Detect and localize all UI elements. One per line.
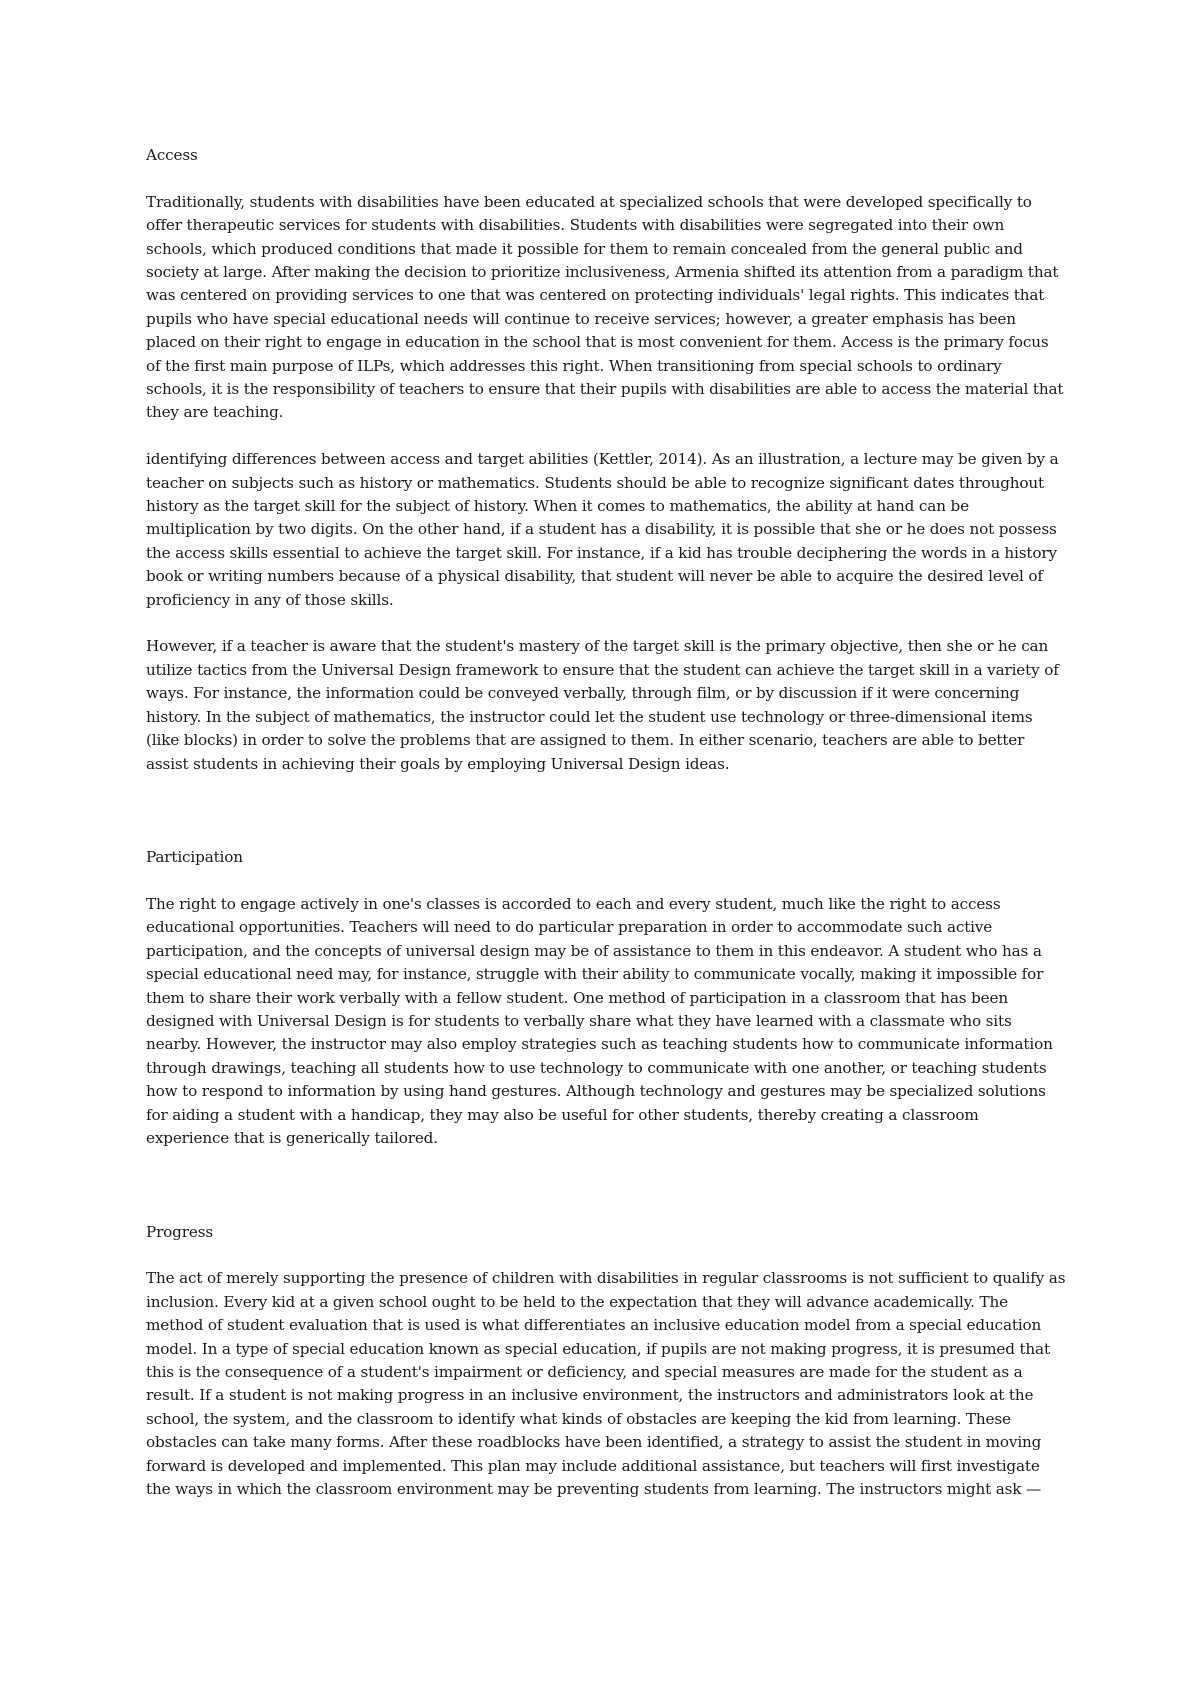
section-participation: [146, 846, 1066, 1150]
section-access: [146, 144, 1066, 776]
section-heading: Progress: [146, 1222, 213, 1241]
section-spacer: [146, 799, 1066, 846]
paragraph: However, if a teacher is aware that the student's mastery of the target skill is the primary objective, then she or he can utilize tactics from the Universal Design framework to ensure that the student can achieve the target skill in a variety of ways. For instance, the information could be conveyed verbally, through film, or by discussion if it were concerning history. In the subject of mathematics, the instructor could let the student use technology or three-dimensional items (like blocks) in order to solve the problems that are assigned to them. In either scenario, teachers are able to better assist students in achieving their goals by employing Universal Design ideas.: [146, 637, 1059, 773]
section-heading: Access: [146, 146, 198, 164]
paragraph: identifying differences between access and target abilities (Kettler, 2014). As an illustration, a lecture may be given by a teacher on subjects such as history or mathematics. Students should be able to recognize significant dates throughout history as the target skill for the subject of history. When it comes to mathematics, the ability at hand can be multiplication by two digits. On the other hand, if a student has a disability, it is possible that she or he does not possess the access skills essential to achieve the target skill. For instance, if a kid has trouble deciphering the words in a history book or writing numbers because of a physical disability, that student will never be able to acquire the desired level of proficiency in any of those skills.: [146, 450, 1059, 609]
document-body: [146, 144, 1066, 1525]
section-spacer: [146, 1174, 1066, 1221]
paragraph: The act of merely supporting the presence of children with disabilities in regular classrooms is not sufficient to qualify as inclusion. Every kid at a given school ought to be held to the expectation that they will advance academically. The method of student evaluation that is used is what differentiates an inclusive education model from a special education model. In a type of special education known as special education, if pupils are not making progress, it is presumed that this is the consequence of a student's impairment or deficiency, and special measures are made for the student as a result. If a student is not making progress in an inclusive environment, the instructors and administrators look at the school, the system, and the classroom to identify what kinds of obstacles are keeping the kid from learning. These obstacles can take many forms. After these roadblocks have been identified, a strategy to assist the student in moving forward is developed and implemented. This plan may include additional assistance, but teachers will first investigate the ways in which the classroom environment may be preventing students from learning. The instructors might ask —: [146, 1269, 1066, 1499]
section-progress: [146, 1221, 1066, 1502]
paragraph: Traditionally, students with disabilities have been educated at specialized schools that were developed specifically to offer therapeutic services for students with disabilities. Students with disabilities were segregated into their own schools, which produced conditions that made it possible for them to remain concealed from the general public and society at large. After making the decision to prioritize inclusiveness, Armenia shifted its attention from a paradigm that was centered on providing services to one that was centered on protecting individuals' legal rights. This indicates that pupils who have special educational needs will continue to receive services; however, a greater emphasis has been placed on their right to engage in education in the school that is most convenient for them. Access is the primary focus of the first main purpose of ILPs, which addresses this right. When transitioning from special schools to ordinary schools, it is the responsibility of teachers to ensure that their pupils with disabilities are able to access the material that they are teaching.: [146, 192, 1064, 422]
paragraph: The right to engage actively in one's classes is accorded to each and every student, much like the right to access educational opportunities. Teachers will need to do particular preparation in order to accommodate such active participation, and the concepts of universal design may be of assistance to them in this endeavor. A student who has a special educational need may, for instance, struggle with their ability to communicate vocally, making it impossible for them to share their work verbally with a fellow student. One method of participation in a classroom that has been designed with Universal Design is for students to verbally share what they have learned with a classmate who sits nearby. However, the instructor may also employ strategies such as teaching students how to communicate information through drawings, teaching all students how to use technology to communicate with one another, or teaching students how to respond to information by using hand gestures. Although technology and gestures may be specialized solutions for aiding a student with a handicap, they may also be useful for other students, thereby creating a classroom experience that is generically tailored.: [146, 894, 1053, 1147]
section-heading: Participation: [146, 848, 243, 867]
